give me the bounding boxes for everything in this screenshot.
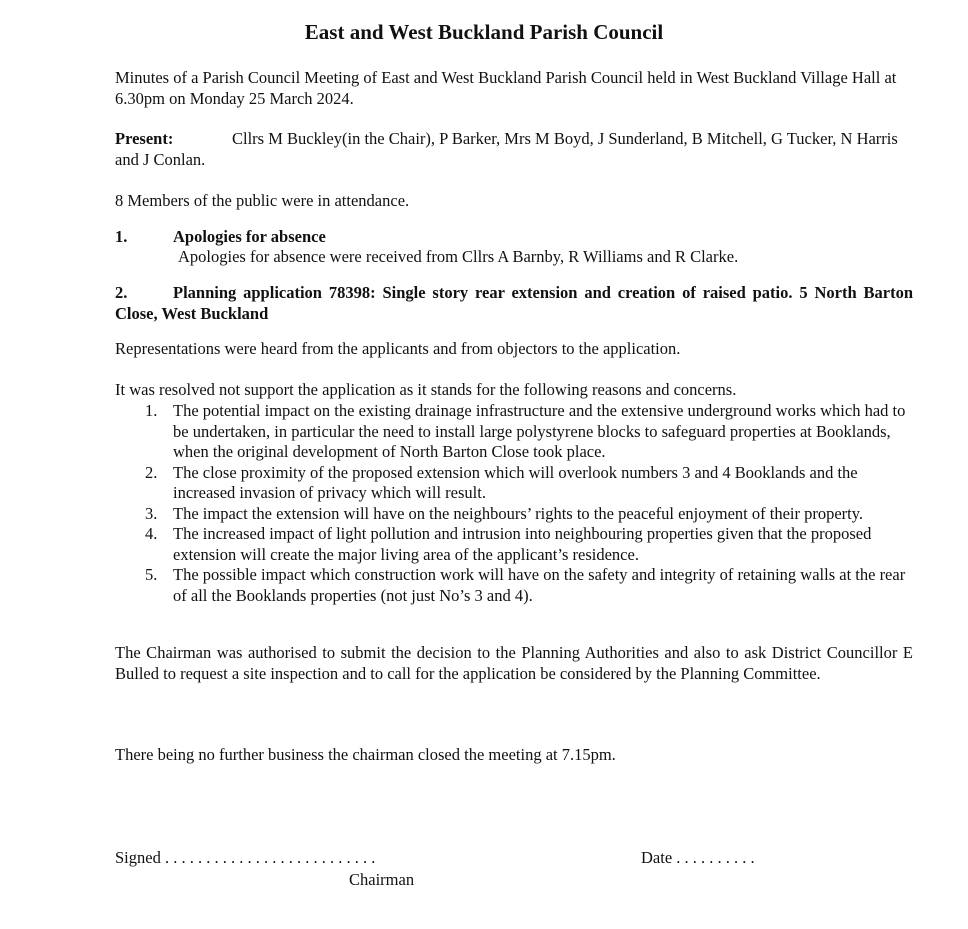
reason-number: 3. <box>145 503 158 523</box>
item-1-text: Apologies for absence were received from Cllrs A Barnby, R Williams and R Clarke. <box>178 247 739 266</box>
reason-text: The possible impact which construction work will have on the safety and integrity of retaining walls at the rear of all the Booklands properties (not just No’s 3 and 4). <box>173 565 906 605</box>
signed-line: Signed . . . . . . . . . . . . . . . . . . . . . . . . . . <box>115 848 376 867</box>
list-item <box>115 401 913 463</box>
document-title: East and West Buckland Parish Council <box>304 20 664 44</box>
reasons-list <box>115 401 913 606</box>
reason-text: The increased impact of light pollution and intrusion into neighbouring properties given that the proposed extension will create the major living area of the applicant’s residence. <box>173 524 872 564</box>
item-2-heading <box>115 283 913 324</box>
closing-paragraph: There being no further business the chairman closed the meeting at 7.15pm. <box>115 745 616 764</box>
reason-number: 1. <box>145 401 158 420</box>
item-2-number: 2. <box>115 283 128 302</box>
list-item <box>115 565 913 606</box>
present-paragraph <box>115 129 913 170</box>
signatory-role: Chairman <box>349 870 415 889</box>
present-text: Cllrs M Buckley(in the Chair), P Barker, Mrs M Boyd, J Sunderland, B Mitchell, G Tucker, N Harris and J Conlan. <box>115 129 898 169</box>
present-label: Present: <box>115 129 174 148</box>
chairman-authorised-paragraph: The Chairman was authorised to submit the decision to the Planning Authorities and also to ask District Councillor E Bulled to request a site inspection and to call for the application be considered by the Planning Committee. <box>115 643 913 683</box>
reason-number: 2. <box>145 462 158 482</box>
resolution-paragraph: It was resolved not support the application as it stands for the following reasons and concerns. <box>115 380 737 399</box>
item-1-title: Apologies for absence <box>173 227 326 246</box>
list-item <box>115 504 913 525</box>
reason-text: The potential impact on the existing drainage infrastructure and the extensive underground works which had to be undertaken, in particular the need to install large polystyrene blocks to safeguard properties at Booklands, when the original development of North Barton Close took place. <box>173 401 906 461</box>
item-2-title: Planning application 78398: Single story rear extension and creation of raised patio. 5 North Barton Close, West Buckland <box>115 283 913 323</box>
reason-number: 4. <box>145 524 158 543</box>
list-item <box>115 463 913 504</box>
date-line: Date . . . . . . . . . . <box>641 848 755 867</box>
reason-number: 5. <box>145 565 158 584</box>
reason-text: The impact the extension will have on the neighbours’ rights to the peaceful enjoyment of their property. <box>173 503 864 523</box>
item-1-number: 1. <box>115 227 128 246</box>
intro-paragraph: Minutes of a Parish Council Meeting of East and West Buckland Parish Council held in West Buckland Village Hall at 6.30pm on Monday 25 March 2024. <box>115 68 897 108</box>
list-item <box>115 524 913 565</box>
representations-paragraph: Representations were heard from the applicants and from objectors to the application. <box>115 339 681 358</box>
public-attendance: 8 Members of the public were in attendance. <box>115 191 410 210</box>
item-1-heading <box>115 227 913 248</box>
reason-text: The close proximity of the proposed extension which will overlook numbers 3 and 4 Booklands and the increased invasion of privacy which will result. <box>173 462 858 502</box>
